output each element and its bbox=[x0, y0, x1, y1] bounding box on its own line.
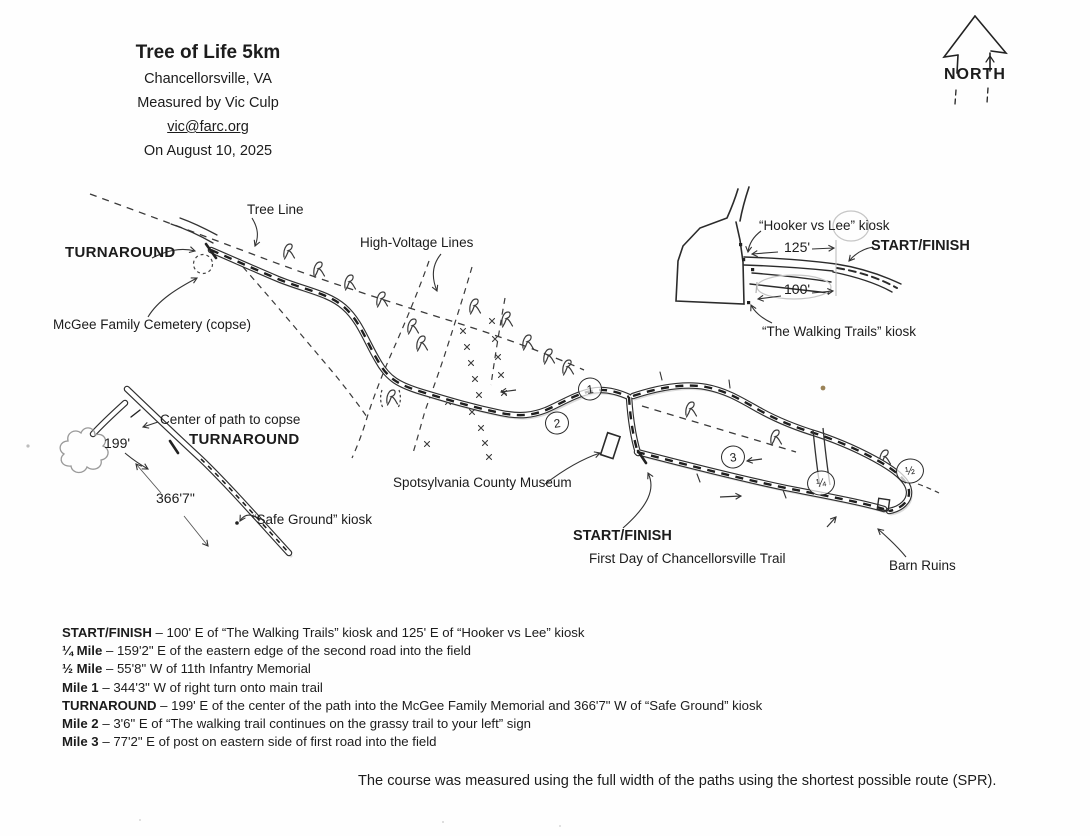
course-title: Tree of Life 5km bbox=[135, 42, 281, 63]
mile-marker-1: 1 bbox=[577, 376, 604, 402]
course-location: Chancellorsville, VA bbox=[144, 71, 272, 87]
measurer-email: vic@farc.org bbox=[167, 119, 249, 135]
north-label: NORTH bbox=[944, 66, 1006, 83]
note-label: TURNAROUND bbox=[62, 697, 157, 713]
note-half-mile bbox=[62, 660, 762, 678]
note-text: – 199' E of the center of the path into the McGee Family Memorial and 366'7" W of “Safe Ground” kiosk bbox=[156, 697, 763, 713]
walking-kiosk-label: “The Walking Trails” kiosk bbox=[762, 324, 917, 339]
mile-marker-3: 3 bbox=[720, 444, 747, 470]
dist-199-label: 199' bbox=[104, 435, 131, 451]
note-text: – 100' E of “The Walking Trails” kiosk and 125' E of “Hooker vs Lee” kiosk bbox=[151, 625, 585, 640]
note-mile-1 bbox=[62, 679, 762, 697]
tree-line-label: Tree Line bbox=[247, 202, 304, 217]
north-arrow bbox=[944, 16, 1006, 104]
turnaround-copse bbox=[194, 255, 213, 274]
note-label: ½ Mile bbox=[62, 661, 103, 677]
turnaround-label-top: TURNAROUND bbox=[65, 244, 176, 261]
note-label: Mile 1 bbox=[62, 679, 99, 695]
note-label: ¼ Mile bbox=[62, 643, 103, 659]
measurement-date: On August 10, 2025 bbox=[143, 143, 273, 159]
note-text: – 3'6" E of “The walking trail continues on the grassy trail to your left” sign bbox=[98, 716, 531, 732]
center-of-path-label: Center of path to copse bbox=[160, 412, 301, 427]
measurement-notes bbox=[62, 624, 762, 751]
fence-x-marks bbox=[425, 319, 507, 460]
note-label: Mile 2 bbox=[62, 716, 99, 732]
hooker-kiosk-label: “Hooker vs Lee” kiosk bbox=[759, 218, 890, 233]
mile-marker-quarter: ¼ bbox=[805, 469, 836, 498]
note-label: START/FINISH bbox=[62, 625, 152, 640]
note-label: Mile 3 bbox=[62, 734, 99, 750]
dist-366-label: 366'7" bbox=[156, 490, 195, 506]
note-mile-2 bbox=[62, 715, 762, 733]
spr-footnote: The course was measured using the full width of the paths using the shortest possible route (SPR). bbox=[358, 773, 997, 789]
high-voltage-label: High-Voltage Lines bbox=[360, 235, 474, 250]
note-text: – 344'3" W of right turn onto main trail bbox=[98, 679, 323, 695]
title-block bbox=[98, 42, 318, 159]
note-quarter-mile bbox=[62, 642, 762, 660]
note-turnaround bbox=[62, 697, 762, 715]
trail-stub bbox=[171, 218, 217, 243]
start-finish-inset-label: START/FINISH bbox=[871, 238, 970, 254]
dist-125-label: 125' bbox=[784, 239, 811, 255]
scan-specks bbox=[26, 386, 825, 827]
mile-marker-half: ½ bbox=[894, 457, 925, 486]
mile-marker-2: 2 bbox=[544, 410, 571, 436]
note-text: – 77'2" E of post on eastern side of first road into the field bbox=[98, 734, 437, 750]
museum-building bbox=[601, 433, 620, 459]
note-mile-3 bbox=[62, 733, 762, 751]
museum-label: Spotsylvania County Museum bbox=[393, 475, 572, 490]
note-text: – 159'2" E of the eastern edge of the second road into the field bbox=[102, 643, 471, 659]
safe-ground-point bbox=[235, 521, 239, 525]
note-text: – 55'8" W of 11th Infantry Memorial bbox=[102, 661, 311, 677]
copse-cloud bbox=[60, 428, 108, 473]
turnaround-label-inset: TURNAROUND bbox=[189, 431, 300, 448]
dist-100-label: 100' bbox=[784, 281, 811, 297]
mcgee-cemetery-label: McGee Family Cemetery (copse) bbox=[53, 317, 252, 332]
safe-ground-kiosk-label: “Safe Ground” kiosk bbox=[252, 512, 373, 527]
measured-by: Measured by Vic Culp bbox=[137, 95, 279, 111]
trail-name-label: First Day of Chancellorsville Trail bbox=[589, 551, 786, 566]
start-finish-main-label: START/FINISH bbox=[573, 528, 672, 544]
note-start-finish bbox=[62, 624, 762, 642]
barn-ruins-label: Barn Ruins bbox=[889, 558, 956, 573]
